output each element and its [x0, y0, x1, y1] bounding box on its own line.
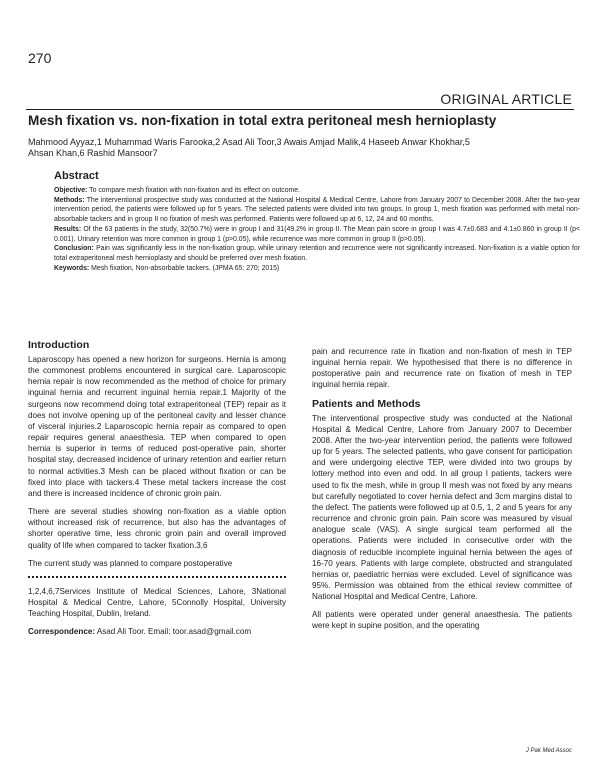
methods-text: The interventional prospective study was conducted at the National Hospital & Medical Centre, Lahore from January 2007 to December 2008. After the two-year intervention period, the patients were followed up for 5 years. The selected patients were divided into two groups. In group 1, mesh fixation was performed with metal non-absorbable tackers and in group II no fixation of mesh was performed. Patients were followed up at 6, 12, 24 and 60 months. [54, 196, 581, 224]
authors-line-1: Mahmood Ayyaz,1 Muhammad Waris Farooka,2 Asad Ali Toor,3 Awais Amjad Malik,4 Haseeb Anwar Khokhar,5 [28, 137, 470, 147]
section-label: ORIGINAL ARTICLE [440, 91, 572, 107]
intro-paragraph-1: Laparoscopy has opened a new horizon for surgeons. Hernia is among the commonest problems encountered in surgical care. Laparoscopic hernia repair is now recommended as the method of choice for primary inguinal hernia and recurrent inguinal hernia repair.1 Majority of the surgeons now recommend doing total extraperitoneal (TEP) repair as it does not involve opening up of the peritoneal cavity and lesser chance of visceral injuries.2 Laparoscopic hernia repair as compared to open repair requires general anaesthesia. TEP when compared to open hernia is superior in terms of reduced post-operative pain, shorter hospital stay, decreased incidence of urinary retention and earlier return to normal activities.3 Mesh can be placed without fixation or can be fixed into place with tackers.4 These metal tackers increase the cost and there is increased incidence of chronic groin pain. [28, 355, 286, 498]
correspondence-label: Correspondence: [28, 627, 96, 637]
methods-paragraph-2: All patients were operated under general anaesthesia. The patients were kept in supine position, and the operating [312, 610, 572, 631]
affiliations-footnote: 1,2,4,6,7Services Institute of Medical Sciences, Lahore, 3National Hospital & Medical Centre, Lahore, 5Connolly Hospital, University Teaching Hospital, Dublin, Ireland. [28, 586, 286, 619]
methods-paragraph-1: The interventional prospective study was conducted at the National Hospital & Medical Centre, Lahore from January 2007 to December 2008. After the two-year intervention period, the patients were followed up for 5 years. The selected patients, who gave consent for participation and were undergoing elective TEP, were divided into two groups by lottery method into even and odd. In all group I patients, tackers were used to fix the mesh, while in group II mesh was not fixed by any means but carefully negotiated to cover hernia defect and 3cm margins distal to the defect. The patients were followed up at 0.5, 1, 2 and 5 years for any recurrence and chronic groin pain. Pain score was measured by visual analogue scale (VAS). A single surgical team performed all the operations. Patients were included in consecutive order with the diagnosis of reducible incomplete inguinal hernia between the ages of 16-70 years. Patients with large complete, obstructed and strangulated hernias or, paediatric hernias were excluded. Level of significance was 95%. Permission was obtained from the ethical review committee of National Hospital and Medical Centre, Lahore. [312, 413, 572, 602]
abstract-conclusion [54, 244, 580, 263]
introduction-heading: Introduction [28, 339, 90, 351]
abstract-objective [54, 186, 580, 196]
conclusion-text: Pain was significantly less in the non-fixation group, while urinary retention and recurrence were not significantly increased. Non-fixation is a viable option for total extraperitoneal mesh hernioplasty and should be preferred over mesh fixation. [54, 245, 580, 262]
intro-paragraph-2: There are several studies showing non-fixation as a viable option without increased risk of recurrence, but also has the advantages of shorter operative time, less chronic groin pain and overall improved quality of life when compared to tacker fixation.3,6 [28, 507, 286, 550]
abstract-heading: Abstract [54, 170, 99, 182]
objective-text: To compare mesh fixation with non-fixation and its effect on outcome. [89, 187, 301, 194]
author-list [28, 137, 572, 159]
correspondence-text: Asad Ali Toor. Email: toor.asad@gmail.com [96, 627, 252, 637]
left-column [28, 339, 286, 644]
conclusion-label: Conclusion: [54, 245, 94, 253]
header-rule [26, 109, 574, 110]
intro-paragraph-3: The current study was planned to compare postoperative [28, 558, 233, 568]
journal-footer: J Pak Med Assoc [525, 748, 572, 754]
results-label: Results: [54, 225, 82, 233]
keywords-label: Keywords: [54, 264, 90, 272]
page-number: 270 [28, 50, 52, 66]
keywords-text: Mesh fixation, Non-absorbable tackers. (JPMA 65: 270; 2015) [91, 264, 280, 272]
results-text: Of the 63 patients in the study, 32(50.7%) were in group I and 31(49.2% in group II. The Mean pain score in group I was 4.7±0.683 and 4.1±0.860 in group II (p< 0.001). Urinary retention was more common in group 1 (p>0.05), while recurrence was more common in group II (p>0.05). [54, 225, 580, 243]
abstract-results [54, 225, 580, 244]
methods-heading: Patients and Methods [312, 397, 421, 410]
abstract [54, 170, 580, 273]
intro-continuation: pain and recurrence rate in fixation and non-fixation of mesh in TEP inguinal hernia repair. We hypothesised that there is no difference in postoperative pain and recurrence rate on fixation of mesh in TEP inguinal hernia repair. [312, 347, 572, 390]
abstract-keywords [54, 264, 580, 274]
correspondence-footnote [28, 626, 286, 637]
right-column [312, 346, 572, 639]
abstract-methods [54, 196, 580, 225]
footnote-divider [28, 576, 286, 578]
objective-label: Objective: [54, 187, 88, 194]
methods-label: Methods: [54, 196, 85, 204]
article-title: Mesh fixation vs. non-fixation in total extra peritoneal mesh hernioplasty [28, 113, 497, 128]
authors-line-2: Ahsan Khan,6 Rashid Mansoor7 [28, 148, 158, 158]
